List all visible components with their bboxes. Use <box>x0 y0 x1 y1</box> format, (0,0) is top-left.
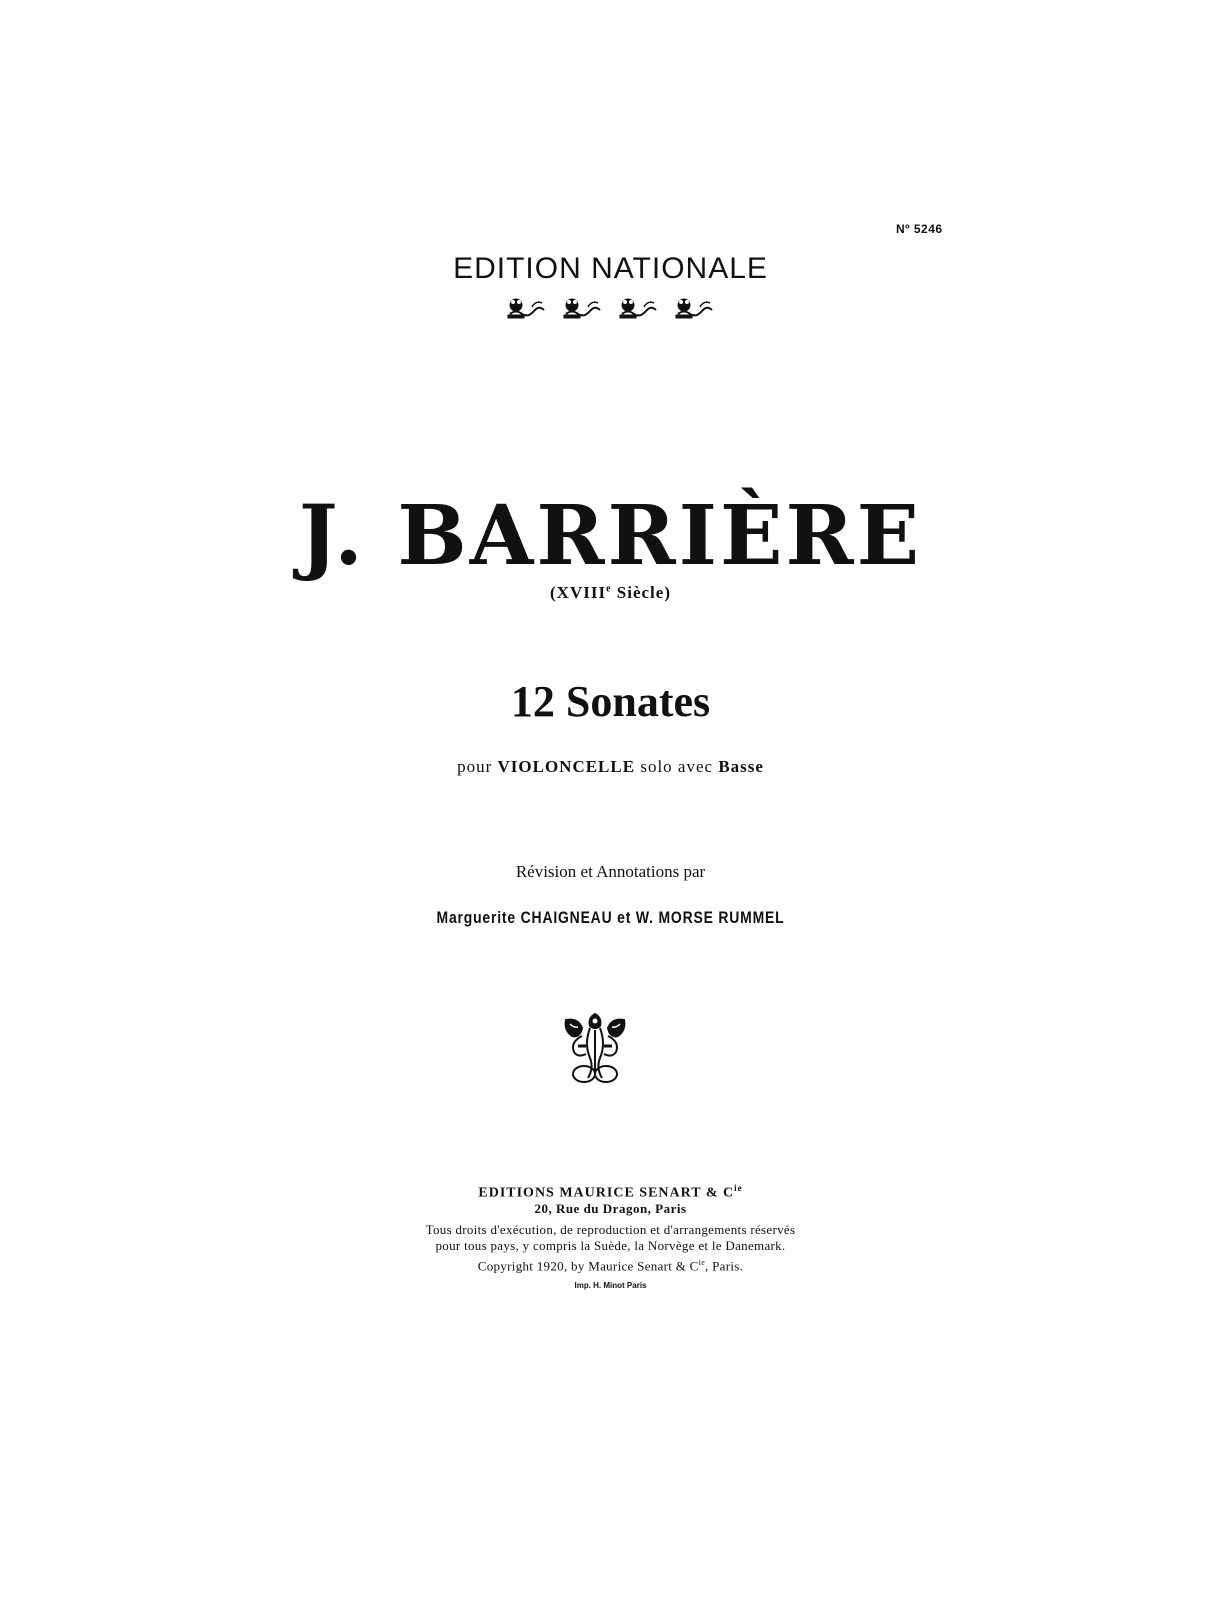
composer-name: J. BARRIÈRE <box>298 488 923 584</box>
series-title: EDITION NATIONALE <box>453 252 768 285</box>
header-ornament-row <box>0 296 1221 320</box>
rights-line-1: Tous droits d'exécution, de reproduction et d'arrangements réservés <box>425 1222 796 1237</box>
century-word: Siècle) <box>611 583 671 602</box>
work-title: 12 Sonates <box>510 677 711 726</box>
century-subtitle <box>0 583 1221 603</box>
rights-line-2: pour tous pays, y compris la Suède, la Norvège et le Danemark. <box>435 1238 786 1253</box>
century-numeral: (XVIII <box>550 583 607 602</box>
floral-vine-icon <box>562 296 604 320</box>
publisher-text: EDITIONS MAURICE SENART & C <box>478 1185 735 1201</box>
floral-vine-icon <box>674 296 716 320</box>
revision-label: Révision et Annotations par <box>515 862 706 881</box>
instrumentation-prefix: pour <box>457 757 498 776</box>
publisher-address: 20, Rue du Dragon, Paris <box>534 1201 687 1216</box>
copyright-text: Copyright 1920, by Maurice Senart & C <box>477 1258 699 1274</box>
plate-number: Nº 5246 <box>896 222 943 236</box>
century-superscript: e <box>606 583 612 595</box>
copyright-line <box>0 1258 1221 1274</box>
copyright-suffix: , Paris. <box>705 1258 744 1274</box>
copyright-superscript: ie <box>698 1258 706 1267</box>
instrumentation-middle: solo avec <box>635 757 719 776</box>
printer-imprint: Imp. H. Minot Paris <box>574 1281 647 1290</box>
publisher-name <box>0 1183 1221 1202</box>
floral-vine-icon <box>506 296 548 320</box>
editors-names: Marguerite CHAIGNEAU et W. MORSE RUMMEL <box>436 908 785 927</box>
publisher-superscript: ie <box>734 1183 743 1193</box>
instrumentation-instrument: VIOLONCELLE <box>497 757 636 776</box>
instrumentation-bass: Basse <box>718 757 764 776</box>
floral-lyre-icon <box>562 1010 628 1091</box>
floral-vine-icon <box>618 296 660 320</box>
instrumentation-line <box>0 757 1221 777</box>
